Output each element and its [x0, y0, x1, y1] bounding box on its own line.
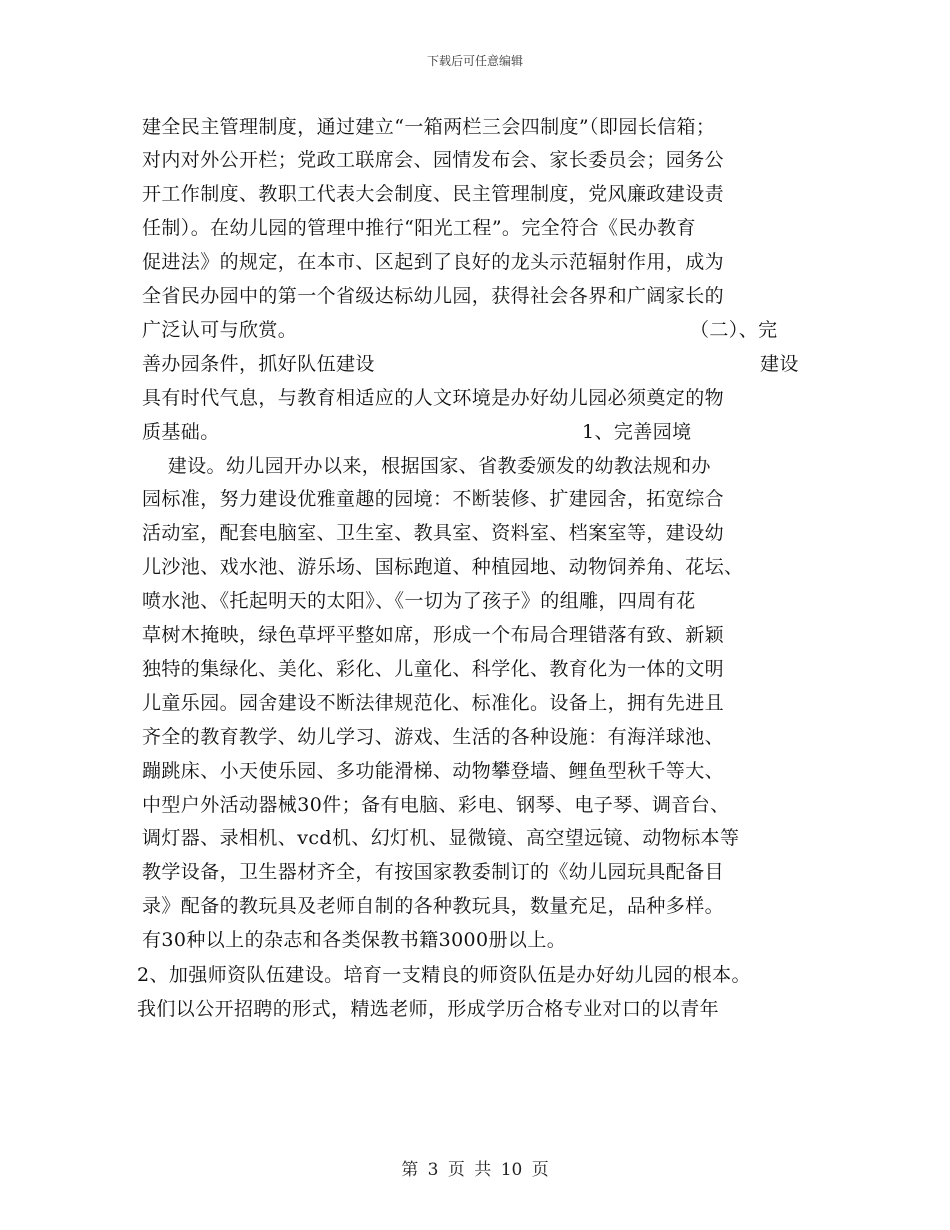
text-line-content: 喷水池、《托起明天的太阳》、《一切为了孩子》的组雕，四周有花	[142, 590, 696, 612]
text-line-content: 我们以公开招聘的形式，精选老师，形成学历合格专业对口的以青年	[137, 998, 720, 1020]
text-line	[142, 148, 724, 172]
text-line	[142, 420, 692, 444]
text-line	[142, 928, 566, 952]
text-line	[142, 352, 799, 376]
page-header: 下载后可任意编辑	[426, 54, 523, 68]
text-line-right-fragment: 1、完善园境	[582, 421, 692, 443]
text-line-content: 具有时代气息，与教育相适应的人文环境是办好幼儿园必须奠定的物	[142, 387, 725, 409]
text-line	[137, 963, 751, 987]
text-line-content: 独特的集绿化、美化、彩化、儿童化、科学化、教育化为一体的文明	[142, 658, 725, 680]
text-line	[142, 860, 724, 884]
text-line-content: 建全民主管理制度，通过建立“一箱两栏三会四制度”（即园长信箱；	[142, 116, 716, 138]
text-line	[142, 182, 724, 206]
text-line	[142, 894, 724, 918]
text-line-content: 2、加强师资队伍建设。培育一支精良的师资队伍是办好幼儿园的根本。	[137, 964, 751, 986]
text-line	[142, 657, 724, 681]
text-line-content: 中型户外活动器械30件；备有电脑、彩电、钢琴、电子琴、调音台、	[142, 794, 730, 816]
text-line	[142, 555, 743, 579]
text-line	[142, 759, 724, 783]
text-line-content: 园标准，努力建设优雅童趣的园境：不断装修、扩建园舍，拓宽综合	[142, 488, 725, 510]
text-line-content: 促进法》的规定，在本市、区起到了良好的龙头示范辐射作用，成为	[142, 251, 725, 273]
text-line-content: 活动室，配套电脑室、卫生室、教具室、资料室、档案室等，建设幼	[142, 522, 725, 544]
text-line	[142, 454, 711, 478]
text-line	[142, 725, 724, 749]
text-line	[142, 521, 724, 545]
text-line	[142, 216, 696, 240]
text-line-content: 对内对外公开栏；党政工联席会、园情发布会、家长委员会；园务公	[142, 149, 725, 171]
text-line	[142, 487, 724, 511]
text-line-right-fragment: （二）、完	[690, 319, 778, 341]
text-line-content: 质基础。	[142, 421, 220, 443]
text-line	[142, 250, 724, 274]
text-line-content: 儿童乐园。园舍建设不断法律规范化、标准化。设备上，拥有先进且	[142, 692, 725, 714]
page-footer: 第 3 页 共 10 页	[401, 1160, 549, 1180]
text-line-content: 齐全的教育教学、幼儿学习、游戏、生活的各种设施：有海洋球池、	[142, 726, 725, 748]
text-line-content: 全省民办园中的第一个省级达标幼儿园，获得社会各界和广阔家长的	[142, 285, 725, 307]
text-line	[142, 793, 730, 817]
text-line-content: 广泛认可与欣赏。	[142, 319, 298, 341]
text-line	[142, 691, 724, 715]
text-line-content: 录》配备的教玩具及老师自制的各种教玩具，数量充足，品种多样。	[142, 895, 725, 917]
text-line-content: 调灯器、录相机、vcd机、幻灯机、显微镜、高空望远镜、动物标本等	[142, 827, 740, 849]
text-line	[142, 589, 696, 613]
text-line-content: 建设。幼儿园开办以来，根据国家、省教委颁发的幼教法规和办	[142, 455, 711, 477]
text-line-content: 教学设备，卫生器材齐全，有按国家教委制订的《幼儿园玩具配备目	[142, 861, 725, 883]
text-line	[142, 386, 724, 410]
text-line	[142, 623, 724, 647]
text-line-content: 草树木掩映，绿色草坪平整如席，形成一个布局合理错落有致、新颖	[142, 624, 725, 646]
text-line-right-fragment: 建设	[760, 353, 799, 375]
text-line-content: 开工作制度、教职工代表大会制度、民主管理制度，党风廉政建设责	[142, 183, 725, 205]
text-line-content: 儿沙池、戏水池、游乐场、国标跑道、种植园地、动物饲养角、花坛、	[142, 556, 744, 578]
text-line	[142, 115, 715, 139]
text-line	[142, 284, 724, 308]
text-line-content: 蹦跳床、小天使乐园、多功能滑梯、动物攀登墙、鲤鱼型秋千等大、	[142, 760, 725, 782]
text-line-content: 善办园条件，抓好队伍建设	[142, 353, 375, 375]
text-line	[142, 318, 778, 342]
text-line-content: 任制）。在幼儿园的管理中推行“阳光工程”。完全符合《民办教育	[142, 217, 696, 239]
text-line	[142, 826, 739, 850]
text-line	[137, 997, 719, 1021]
text-line-content: 有30种以上的杂志和各类保教书籍3000册以上。	[142, 929, 567, 951]
